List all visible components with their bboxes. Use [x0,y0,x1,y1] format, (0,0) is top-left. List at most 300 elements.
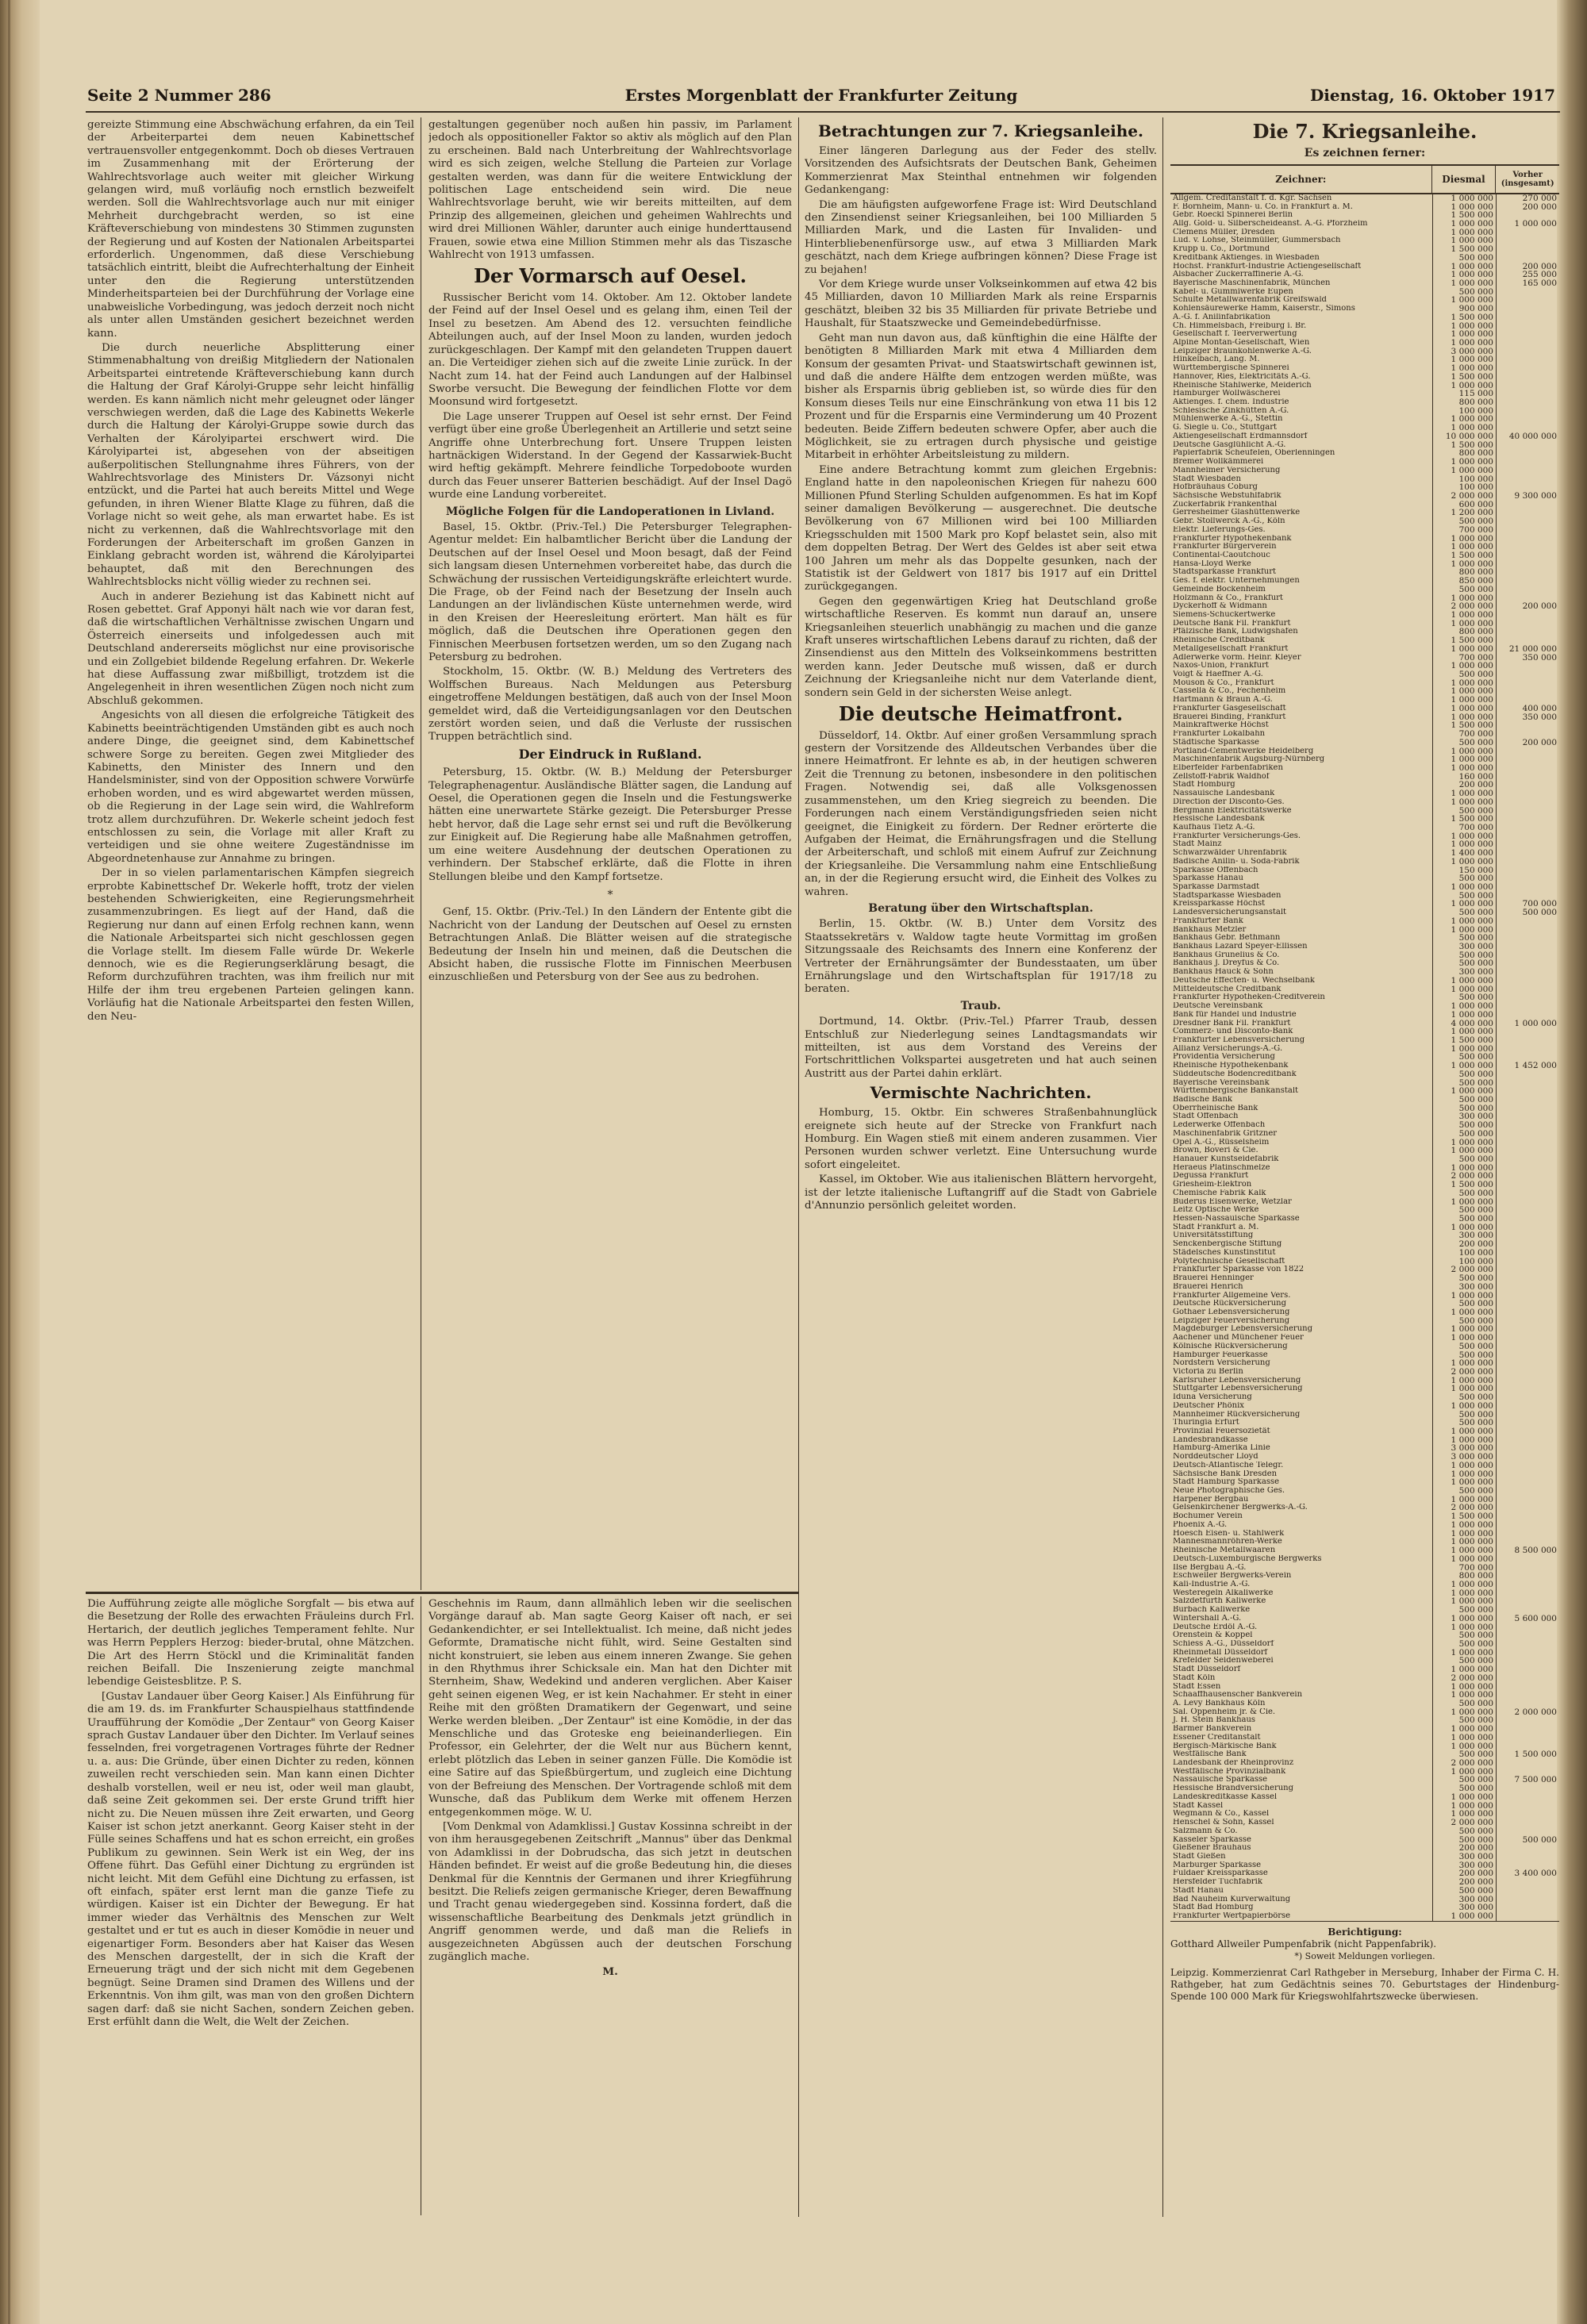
subscriber-name: Bankhaus Grunelius & Co. [1173,951,1280,959]
amount-current: 1 000 000 [1432,1334,1496,1343]
subscriber-name: Rheinmetall Düsseldorf [1173,1648,1268,1657]
amount-previous [1496,1045,1559,1054]
amount-current: 1 000 000 [1432,355,1496,364]
amount-previous: 5 600 000 [1496,1615,1559,1623]
table-row [1170,1368,1559,1377]
table-row [1170,296,1559,305]
subscriber-name: Badische Bank [1173,1095,1232,1104]
table-row [1170,543,1559,551]
amount-current: 1 000 000 [1432,705,1496,713]
subscriber-name: Allg. Gold- u. Silberscheideanst. A.-G. Pforzheim [1173,219,1368,228]
column-header-name: Zeichner: [1275,173,1327,185]
table-row [1170,1589,1559,1598]
table-row [1170,229,1559,237]
table-row [1170,1793,1559,1802]
amount-current: 1 000 000 [1432,339,1496,348]
amount-current: 100 000 [1432,475,1496,484]
column-rule-3 [1162,117,1163,2217]
table-row [1170,424,1559,432]
amount-current: 200 000 [1432,1240,1496,1249]
subscriber-name: Hamburg-Amerika Linie [1173,1444,1270,1453]
subscriber-name: Polytechnische Gesellschaft [1173,1257,1285,1266]
table-body [1170,194,1559,1921]
table-row [1170,670,1559,679]
amount-previous [1496,1036,1559,1045]
subscriber-name: Pfälzische Bank, Ludwigshafen [1173,628,1298,636]
table-row [1170,1665,1559,1674]
amount-current: 200 000 [1432,1878,1496,1887]
subscriber-name: Frankfurter Versicherungs-Ges. [1173,832,1301,840]
amount-previous [1496,373,1559,382]
amount-previous [1496,1819,1559,1827]
amount-previous [1496,1657,1559,1665]
subscriber-name: Rheinische Creditbank [1173,636,1265,645]
amount-current: 300 000 [1432,1853,1496,1861]
amount-current: 4 000 000 [1432,1020,1496,1028]
table-row [1170,934,1559,943]
amount-previous [1496,1793,1559,1802]
amount-previous: 165 000 [1496,279,1559,288]
article-paragraph: [Gustav Landauer über Georg Kaiser.] Als Einführung für die am 19. ds. im Frankfurter Schauspielhaus stattfindende Uraufführung der Komödie „Der Zentaur" von Georg Kaiser sprach Gustav Landauer über den Dichter. Im Verlauf seines fesselnden, frei vorgetragenen Vortrages führte der Redner u. a. aus: Die Gründe, über einen Dichter zu reden, können zuweilen recht verschieden sein. Man kann einen Dichter deshalb vorstellen, weil er neu ist, oder weil man glaubt, daß seine Zeit gekommen sei. Der erste Grund trifft hier nicht zu. Die Neuen müssen ihre Zeit erwarten, und Georg Kaiser ist schon jetzt anerkannt. Georg Kaiser steht in der Fülle seines Schaffens und hat es schon erreicht, ein großes Publikum zu gewinnen. Sein Werk ist ein Weg, der ins Offene führt. Das Gefühl einer Dichtung zu ergründen ist nicht leicht. Mit dem Gefühl eine Dichtung zu erfassen, ist oft einfach, später erst lernt man die ganze Tiefe zu würdigen. Kaiser ist ein Dichter der Bewegung. Er hat immer wieder das Verhältnis des Menschen zur Welt gestaltet und er tut es auch in dieser Komödie in neuer und eigenartiger Form. Besonders aber hat Kaiser das Wesen des Menschen dargestellt, der in sich die Kraft der Erneuerung trägt und der sich nicht mit dem Gegebenen begnügt. Seine Dramen sind Dramen des Willens und der Erkenntnis. Von ihm gilt, was man von den großen Dichtern sagen darf: daß sie nicht Sachen, sondern Zeichen geben. Erst erfühlt dann die Welt, die Welt der Zeichen. [87,1690,414,2028]
subscriber-name: Essener Creditanstalt [1173,1733,1261,1742]
table-row [1170,1112,1559,1121]
amount-previous [1496,883,1559,892]
subscriber-name: Salzdetfurth Kaliwerke [1173,1597,1266,1606]
amount-previous [1496,543,1559,551]
table-row [1170,1436,1559,1445]
subscriber-name: Rheinische Hypothekenbank [1173,1062,1289,1070]
table-row [1170,1181,1559,1189]
amount-current: 1 000 000 [1432,1478,1496,1487]
amount-previous [1496,305,1559,313]
subscriber-name: Süddeutsche Bodencreditbank [1173,1070,1297,1078]
amount-previous [1496,1139,1559,1147]
table-row [1170,1700,1559,1708]
table-row [1170,509,1559,517]
amount-current: 1 000 000 [1432,1665,1496,1674]
amount-current: 1 000 000 [1432,1427,1496,1436]
table-row [1170,1470,1559,1479]
amount-previous: 1 500 000 [1496,1750,1559,1759]
article-subheading: Der Eindruck in Rußland. [518,746,702,762]
amount-current: 1 000 000 [1432,1742,1496,1751]
amount-current: 700 000 [1432,1564,1496,1573]
table-row [1170,1691,1559,1700]
subscriber-name: Sparkasse Hanau [1173,874,1243,883]
amount-current: 1 000 000 [1432,1725,1496,1734]
subscriber-name: Brauerei Henninger [1173,1274,1254,1283]
table-row [1170,1317,1559,1326]
amount-current: 500 000 [1432,1189,1496,1198]
article-paragraph: Stockholm, 15. Oktbr. (W. B.) Meldung des Vertreters des Wolffschen Bureaus. Nach Meldungen aus Petersburg eingetroffene Meldungen bestätigen, daß auch von der Insel Moon gemeldet wird, daß die Verteidigungsanlagen vor den Deutschen zerstört worden seien, und daß die Verluste der russischen Truppen beträchtlich sind. [428,666,792,743]
amount-previous [1496,670,1559,679]
amount-previous [1496,1411,1559,1419]
table-row [1170,739,1559,747]
amount-previous [1496,1768,1559,1777]
amount-previous [1496,1453,1559,1462]
subscriber-name: Städtische Sparkasse [1173,738,1259,747]
amount-current: 1 000 000 [1432,1292,1496,1300]
table-row [1170,1555,1559,1564]
amount-previous [1496,781,1559,789]
amount-previous [1496,1359,1559,1368]
amount-previous [1496,687,1559,696]
amount-current: 1 000 000 [1432,1708,1496,1717]
amount-current: 1 000 000 [1432,1308,1496,1317]
subscriber-name: Aachener und Münchener Feuer [1173,1334,1304,1343]
table-row [1170,1878,1559,1887]
amount-previous: 200 000 [1496,739,1559,747]
amount-previous [1496,1589,1559,1598]
table-row [1170,1215,1559,1223]
table-row [1170,407,1559,416]
amount-current: 1 000 000 [1432,1597,1496,1606]
amount-current: 500 000 [1432,1096,1496,1104]
amount-previous [1496,1521,1559,1530]
article-paragraph: [Vom Denkmal von Adamklissi.] Gustav Kossinna schreibt in der von ihm herausgegebenen Zeitschrift „Mannus" über das Denkmal von Adamklissi in der Dobrudscha, das sich jetzt in deutschen Händen befindet. Er weist auf die große Bedeutung hin, die dieses Denkmal für die Kenntnis der Germanen und ihrer Kriegführung besitzt. Die Reliefs zeigen germanische Krieger, deren Bewaffnung und Tracht genau wiedergegeben sind. Kossinna fordert, daß die wissenschaftliche Bearbeitung des Denkmals jetzt gründlich in Angriff genommen werde, und daß man die Reliefs in ausgezeichneten Abgüssen auch der deutschen Forschung zugänglich mache. [428,1820,792,1963]
amount-previous [1496,1487,1559,1496]
feuilleton-column-1 [87,1598,414,2214]
amount-previous [1496,1742,1559,1751]
amount-current: 2 000 000 [1432,1368,1496,1377]
amount-previous [1496,1606,1559,1615]
subscriber-name: Mannesmannröhren-Werke [1173,1538,1282,1546]
amount-previous [1496,424,1559,432]
subscriber-name: Mühlenwerke A.-G., Stettin [1173,415,1283,424]
amount-current: 500 000 [1432,1640,1496,1649]
amount-current: 500 000 [1432,1487,1496,1496]
amount-current: 1 000 000 [1432,1011,1496,1020]
amount-current: 500 000 [1432,1606,1496,1615]
table-row [1170,398,1559,407]
amount-previous [1496,551,1559,560]
amount-current: 100 000 [1432,1258,1496,1266]
table-row [1170,288,1559,297]
amount-previous [1496,1385,1559,1393]
amount-previous [1496,789,1559,798]
subscriber-name: Opel A.-G., Rüsselsheim [1173,1138,1270,1147]
subscriber-name: Papierfabrik Scheufelen, Oberlenningen [1173,449,1335,458]
amount-current: 1 000 000 [1432,1802,1496,1811]
subscriber-name: Kabel- u. Gummiwerke Eupen [1173,287,1293,296]
table-row [1170,1079,1559,1088]
table-row [1170,628,1559,636]
article-paragraph: Basel, 15. Oktbr. (Priv.-Tel.) Die Petersburger Telegraphen-Agentur meldet: Ein halbamtlicher Bericht über die Landung der Deutschen auf der Insel Oesel und Moon besagt, daß der Feind sich langsam diesen Unternehmen vorbereitet habe, das durch die Schwächung der russischen Verteidigungskräfte erleichtert wurde. Die Frage, ob der Feind nach der Besetzung der Inseln auch Landungen an der livländischen Küste unternehmen werde, wird in den Kreisen der Heeresleitung erörtert. Man hält es für möglich, daß die Deutschen ihre Operationen gegen den Finnischen Meerbusen fortsetzen werden, um so den Zugang nach Petersburg zu bedrohen. [428,520,792,664]
amount-previous [1496,1640,1559,1649]
table-row [1170,926,1559,935]
amount-previous [1496,840,1559,849]
table-row [1170,1903,1559,1912]
amount-current: 160 000 [1432,773,1496,782]
table-row [1170,1512,1559,1521]
amount-previous [1496,577,1559,586]
amount-previous [1496,594,1559,603]
amount-current: 1 000 000 [1432,1530,1496,1538]
amount-previous [1496,398,1559,407]
subscriber-name: Thuringia Erfurt [1173,1419,1239,1427]
amount-previous [1496,1096,1559,1104]
table-row [1170,1104,1559,1113]
table-row [1170,1087,1559,1096]
subscriber-name: Frankfurter Lokalbahn [1173,730,1266,739]
amount-current: 1 000 000 [1432,687,1496,696]
column-1 [87,119,414,1588]
amount-current: 1 000 000 [1432,764,1496,773]
amount-previous [1496,1087,1559,1096]
amount-current: 500 000 [1432,1827,1496,1836]
table-row [1170,1631,1559,1640]
subscriber-name: Direction der Disconto-Ges. [1173,797,1285,806]
table-row [1170,1759,1559,1768]
table-row [1170,382,1559,390]
amount-current: 1 000 000 [1432,1623,1496,1632]
amount-previous [1496,407,1559,416]
subscriber-name: Bayerische Maschinenfabrik, München [1173,278,1331,287]
table-row [1170,1223,1559,1232]
table-row [1170,1912,1559,1921]
table-row [1170,203,1559,212]
subscriber-name: Stadtsparkasse Frankfurt [1173,568,1277,577]
amount-current: 2 000 000 [1432,1172,1496,1181]
amount-current: 500 000 [1432,1070,1496,1079]
amount-current: 1 000 000 [1432,279,1496,288]
amount-current: 500 000 [1432,1274,1496,1283]
amount-current: 1 000 000 [1432,1810,1496,1819]
subscriber-name: Lud. v. Lohse, Steinmüller, Gummersbach [1173,236,1341,245]
article-paragraph: Geht man nun davon aus, daß künftighin die eine Hälfte der benötigten 8 Milliarden Mark mit etwa 4 Milliarden dem Konsum der gesamten Privat- und Staatswirtschaft gewinnen ist, und daß die andere Hälfte dem entzogen werden müßte, was bisher als Ersparnis übrig geblieben ist, so würde dies für den Konsum dieses Teils nur eine Einschränkung von etwa 11 bis 12 Prozent und für die Ersparnis eine Verminderung um 40 Prozent bedeuten. Beide Ziffern bedeuten schwere Opfer, aber auch die Möglichkeit, sie zu ertragen durch physische und geistige Mitarbeit in erhöhter Arbeitsleistung zu mildern. [805,332,1157,462]
amount-current: 300 000 [1432,1861,1496,1870]
amount-previous: 350 000 [1496,654,1559,663]
table-row [1170,1640,1559,1649]
table-row [1170,1011,1559,1020]
amount-previous [1496,1308,1559,1317]
subscriber-name: Stuttgarter Lebensversicherung [1173,1385,1303,1393]
subscriber-name: Alpine Montan-Gesellschaft, Wien [1173,339,1310,348]
amount-current: 1 000 000 [1432,1402,1496,1411]
amount-current: 3 000 000 [1432,1444,1496,1453]
amount-previous [1496,977,1559,985]
subscriber-name: Frankfurter Bürgerverein [1173,543,1277,551]
amount-previous [1496,1011,1559,1020]
amount-current: 1 000 000 [1432,696,1496,705]
amount-current: 2 000 000 [1432,1759,1496,1768]
amount-current: 500 000 [1432,892,1496,901]
article-paragraph: Die am häufigsten aufgeworfene Frage ist: Wird Deutschland den Zinsendienst seiner Kriegsanleihen, bei 100 Milliarden 5 Milliarden Mark, und die Lasten für Invaliden- und Hinterbliebenenfürsorge usw., auf etwa 3 Milliarden Mark geschätzt, nach dem Kriege aufbringen können? Diese Frage ist zu bejahen! [805,198,1157,276]
amount-current: 100 000 [1432,483,1496,492]
subscriber-name: Wegmann & Co., Kassel [1173,1810,1270,1819]
subscriber-name: Städelsches Kunstinstitut [1173,1248,1276,1257]
amount-current: 1 000 000 [1432,985,1496,994]
amount-current: 1 000 000 [1432,458,1496,467]
table-row [1170,747,1559,756]
amount-current: 800 000 [1432,568,1496,577]
amount-current: 115 000 [1432,390,1496,398]
table-row [1170,1155,1559,1164]
amount-previous [1496,662,1559,670]
subscriber-name: Ch. Himmelsbach, Freiburg i. Br. [1173,321,1307,330]
table-row [1170,211,1559,220]
subscriber-name: Deutsche Rückversicherung [1173,1300,1286,1308]
table-title: Die 7. Kriegsanleihe. [1252,120,1477,143]
table-row [1170,1869,1559,1878]
amount-current: 500 000 [1432,1657,1496,1665]
table-row [1170,1411,1559,1419]
subscriber-name: Deutsch-Atlantische Telegr. [1173,1461,1284,1469]
amount-previous [1496,1300,1559,1308]
subscriber-name: Wintershall A.-G. [1173,1614,1242,1623]
table-row [1170,1802,1559,1811]
article-paragraph: gereizte Stimmung eine Abschwächung erfahren, da ein Teil der Arbeiterpartei dem neuen Kabinettschef vertrauensvoller entgegenkommt. Doch ob dieses Vertrauen im Zusammenhang mit der Erörterung der Wahlrechtsvorlage auch weiter mit gleicher Wirkung gelangen wird, muß vorläufig noch ernstlich bezweifelt werden. Soll die Wahlrechtsvorlage auch nur mit einiger Mehrheit durchgebracht werden, so ist eine Kräfteverschiebung von mindestens 30 Stimmen zugunsten der Regierung und auf Kosten der Nationalen Arbeitspartei erforderlich. Ungenommen, daß diese Verschiebung tatsächlich eintritt, bleibt die Aufrechterhaltung der Einheit unter den die Regierung unterstützenden Minderheitsparteien bei der Durchführung der Vorlage eine unabweisliche Vorbedingung, was jedoch derzeit noch nicht als unter allen Umständen gesichert bezeichnet werden kann. [87,119,414,340]
table-row [1170,1198,1559,1207]
table-row [1170,441,1559,450]
amount-current: 1 000 000 [1432,1198,1496,1207]
subscriber-name: Deutsche Effecten- u. Wechselbank [1173,976,1315,985]
table-row [1170,679,1559,688]
table-row [1170,1427,1559,1436]
subscriber-name: Dresdner Bank Fil. Frankfurt [1173,1019,1291,1028]
subscriber-name: Allianz Versicherungs-A.-G. [1173,1044,1283,1053]
amount-previous [1496,1572,1559,1581]
amount-current: 1 000 000 [1432,1555,1496,1564]
amount-current: 1 000 000 [1432,1377,1496,1385]
amount-previous [1496,288,1559,297]
amount-current: 1 000 000 [1432,832,1496,841]
table-row [1170,449,1559,458]
amount-previous: 255 000 [1496,271,1559,279]
table-row [1170,1189,1559,1198]
table-row [1170,824,1559,832]
table-row [1170,977,1559,985]
table-row [1170,620,1559,628]
subscriber-name: Maschinenfabrik Augsburg-Nürnberg [1173,755,1325,764]
page-header [87,84,1555,111]
amount-current: 1 000 000 [1432,1912,1496,1921]
amount-current: 1 000 000 [1432,1546,1496,1555]
amount-previous [1496,620,1559,628]
subscriber-name: Frankfurter Wertpapierbörse [1173,1911,1291,1920]
amount-current: 1 000 000 [1432,1589,1496,1598]
table-row [1170,866,1559,875]
table-subtitle: Es zeichnen ferner: [1304,146,1426,159]
table-row [1170,1070,1559,1079]
amount-previous [1496,1827,1559,1836]
table-row [1170,807,1559,816]
amount-current: 1 000 000 [1432,840,1496,849]
amount-current: 1 000 000 [1432,330,1496,339]
amount-current: 1 000 000 [1432,1793,1496,1802]
subscriber-name: Hochst. Frankfurt-Industrie Actiengesellschaft [1173,262,1362,271]
footnote: *) Soweit Meldungen vorliegen. [1294,1950,1435,1961]
amount-previous [1496,1206,1559,1215]
table-row [1170,475,1559,484]
amount-current: 500 000 [1432,288,1496,297]
subscriber-name: Brauerei Henrich [1173,1282,1243,1291]
amount-current: 500 000 [1432,1343,1496,1351]
amount-current: 1 000 000 [1432,1139,1496,1147]
subscriber-name: Bank für Handel und Industrie [1173,1010,1297,1019]
amount-current: 300 000 [1432,968,1496,977]
amount-current: 500 000 [1432,1419,1496,1427]
table-row [1170,220,1559,229]
amount-current: 3 000 000 [1432,1453,1496,1462]
amount-previous [1496,1470,1559,1479]
subscriber-name: Deutsch-Luxemburgische Bergwerks [1173,1554,1322,1563]
table-row [1170,1853,1559,1861]
amount-previous [1496,1759,1559,1768]
amount-current: 1 000 000 [1432,611,1496,620]
table-row [1170,849,1559,858]
subscriber-name: Iduna Versicherung [1173,1393,1252,1402]
table-row [1170,1164,1559,1173]
amount-previous [1496,917,1559,926]
subscriber-name: Harpener Bergbau [1173,1495,1249,1504]
article-paragraph: Die Aufführung zeigte alle mögliche Sorgfalt — bis etwa auf die Besetzung der Rolle des erwachten Fräuleins durch Frl. Hertarich, der deutlich jegliches Temperament fehlte. Nur was Herrn Pepplers Herzog: bieder-brutal, ohne Mätzchen. Die Art des Herrn Stöckl und die Kriminalität fanden reichen Beifall. Die Inszenierung zeigte manchmal lebendige Geistesblitze. P. S. [87,1598,414,1688]
table-row [1170,645,1559,654]
subscriber-name: Sal. Oppenheim jr. & Cie. [1173,1707,1276,1716]
amount-current: 1 500 000 [1432,1512,1496,1521]
amount-previous [1496,1266,1559,1274]
article-paragraph: Homburg, 15. Oktbr. Ein schweres Straßenbahnunglück ereignete sich heute auf der Strecke von Frankfurt nach Homburg. Ein Wagen stieß mit einem anderen zusammen. Vier Personen wurden schwer verletzt. Eine Untersuchung wurde sofort eingeleitet. [805,1107,1157,1171]
article-paragraph: Einer längeren Darlegung aus der Feder des stellv. Vorsitzenden des Aufsichtsrats der Deutschen Bank, Geheimen Kommerzienrat Max Steinthal entnehmen wir folgenden Gedankengang: [805,145,1157,197]
table-notes [1170,1926,1559,2003]
amount-previous [1496,526,1559,535]
amount-current: 1 000 000 [1432,1581,1496,1589]
subscriber-name: Fuldaer Kreissparkasse [1173,1869,1268,1878]
amount-previous [1496,1402,1559,1411]
table-row [1170,1734,1559,1742]
table-row [1170,1810,1559,1819]
amount-current: 10 000 000 [1432,432,1496,441]
article-paragraph: Die durch neuerliche Absplitterung einer Stimmenabhaltung von dreißig Mitgliedern der Nationalen Arbeitspartei eintretende Kräfteverschiebung kann durch die Haltung der Graf Károlyi-Gruppe sehr leicht hinfällig werden. Es kann nämlich nicht mehr geleugnet oder länger verschwiegen werden, daß die Lage des Kabinetts Wekerle durch die Haltung der Károlyi-Gruppe sowie durch das Verhalten der Károlyipartei erschwert wird. Die Károlyipartei ist, abgesehen von der abseitigen außerpolitischen Stellungnahme ihres Führers, von der Wahlrechtsvorlage des Ministers Dr. Vázsonyi nicht entzückt, und die Partei hat auch bereits Mittel und Wege gefunden, in ihren Wiener Blatte Klage zu führen, daß die Vorlage nicht so weit gehe, als man erwartet habe. Es ist nicht zu verkennen, daß die Wahlrechtsvorlage mit den Forderungen der Arbeiterschaft im großen Ganzen in Einklang gebracht worden ist, während die Károlyipartei behauptet, daß mit den Berechnungen des Wahlrechtsblocks nicht völlig wieder zu rechnen sei. [87,341,414,589]
amount-previous [1496,1683,1559,1692]
amount-current: 1 000 000 [1432,977,1496,985]
subscriber-name: Hamburger Wollwäscherei [1173,390,1281,398]
subscriber-name: Bochumer Verein [1173,1512,1243,1521]
amount-current: 1 000 000 [1432,662,1496,670]
subscriber-name: Chemische Fabrik Kalk [1173,1189,1266,1197]
article-paragraph: Gegen den gegenwärtigen Krieg hat Deutschland große wirtschaftliche Reserven. Es kommt nun darauf an, unsere Kriegsanleihen steuerlich unabhängig zu machen und die ganze Kraft unseres wirtschaftlichen Lebens darauf zu richten, daß der Zinsendienst aus den Mitteln des Volkseinkommens bestritten werden kann. Jeder Deutsche muß wissen, daß er durch Zeichnung der Kriegsanleihe nicht nur dem Vaterlande dient, sondern sein Geld in der sichersten Weise anlegt. [805,595,1157,699]
table-row [1170,943,1559,951]
table-row [1170,1325,1559,1334]
table-row [1170,840,1559,849]
amount-previous [1496,1896,1559,1904]
amount-previous [1496,1512,1559,1521]
table-row [1170,390,1559,398]
table-row [1170,832,1559,841]
amount-current: 500 000 [1432,1300,1496,1308]
amount-current: 1 000 000 [1432,1734,1496,1742]
subscriber-name: Leipziger Braunkohlenwerke A.-G. [1173,347,1312,355]
subscriber-name: Krefelder Seidenweberei [1173,1657,1274,1665]
table-row [1170,1393,1559,1402]
subscriber-name: Frankfurter Bank [1173,916,1243,925]
amount-current: 500 000 [1432,586,1496,594]
subscriber-name: Hessen-Nassauische Sparkasse [1173,1215,1300,1223]
subscriber-name: Clemens Müller, Dresden [1173,228,1275,236]
section-divider: * [607,888,613,901]
amount-previous [1496,1147,1559,1155]
amount-current: 1 000 000 [1432,1538,1496,1546]
amount-previous [1496,1181,1559,1189]
subscriber-name: Westfälische Bank [1173,1750,1247,1759]
subscriber-name: Kasseler Sparkasse [1173,1835,1251,1844]
article-headline-kriegsanleihe: Betrachtungen zur 7. Kriegsanleihe. [818,121,1143,140]
amount-current: 700 000 [1432,654,1496,663]
article-paragraph: Eine andere Betrachtung kommt zum gleichen Ergebnis: England hatte in den napoleonischen Kriegen für nahezu 600 Millionen Pfund Sterling Schulden aufgenommen. Es hat im Kopf seiner damaligen Bevölkerung — ausgerechnet. Die deutsche Bevölkerung von 67 Millionen wird bei 100 Milliarden Kriegsschulden mit 1500 Mark pro Kopf belastet sein, also mit dem doppelten Betrag. Der Wert des Geldes ist aber seit etwa 100 Jahren um mehr als das Doppelte gesunken, nach der Statistik ist der Geldwert von 1817 bis 1917 auf ein Drittel zurückgegangen. [805,463,1157,593]
table-row [1170,713,1559,722]
subscriber-name: A. Levy Bankhaus Köln [1173,1700,1266,1708]
amount-current: 1 000 000 [1432,236,1496,245]
